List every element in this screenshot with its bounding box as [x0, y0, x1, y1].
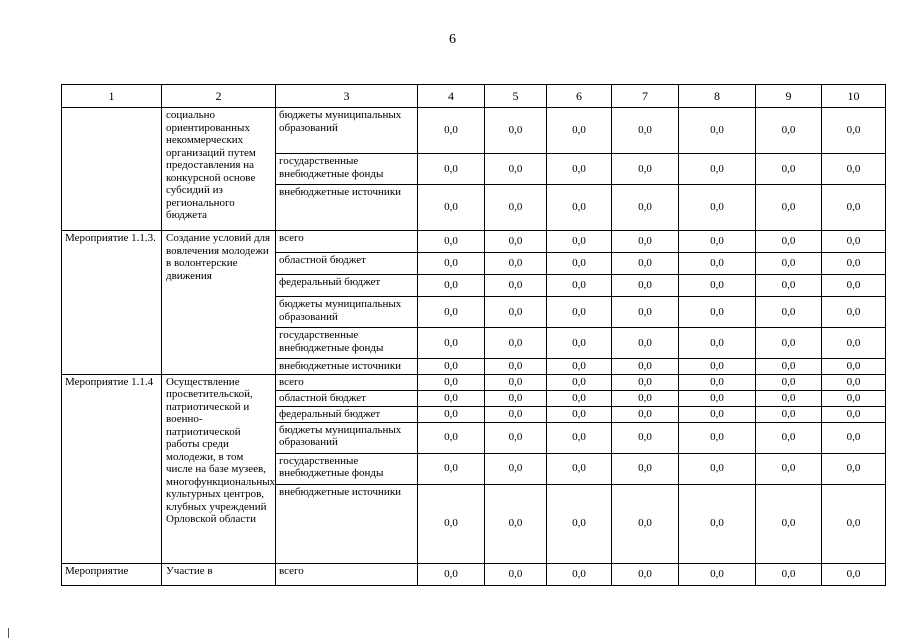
table-row	[62, 108, 886, 154]
value-cell: 0,0	[547, 563, 612, 585]
value-cell: 0,0	[547, 275, 612, 297]
value-cell: 0,0	[756, 453, 822, 484]
event-cell	[62, 108, 162, 231]
value-cell: 0,0	[756, 154, 822, 185]
value-cell: 0,0	[612, 185, 679, 231]
value-cell: 0,0	[547, 253, 612, 275]
value-cell: 0,0	[822, 297, 886, 328]
value-cell: 0,0	[756, 422, 822, 453]
value-cell: 0,0	[418, 297, 485, 328]
value-cell: 0,0	[418, 406, 485, 422]
value-cell: 0,0	[679, 359, 756, 375]
value-cell: 0,0	[418, 453, 485, 484]
value-cell: 0,0	[418, 275, 485, 297]
value-cell: 0,0	[547, 359, 612, 375]
funding-source-cell: бюджеты муниципальных образований	[276, 297, 418, 328]
value-cell: 0,0	[547, 390, 612, 406]
description-cell: Создание условий для вовлечения молодежи в волонтерские движения	[162, 231, 276, 375]
value-cell: 0,0	[547, 231, 612, 253]
value-cell: 0,0	[612, 484, 679, 563]
value-cell: 0,0	[822, 359, 886, 375]
value-cell: 0,0	[756, 328, 822, 359]
value-cell: 0,0	[547, 108, 612, 154]
value-cell: 0,0	[485, 297, 547, 328]
value-cell: 0,0	[756, 563, 822, 585]
event-cell: Мероприятие 1.1.4	[62, 374, 162, 563]
funding-source-cell: федеральный бюджет	[276, 406, 418, 422]
description-cell: Осуществление просветительской, патриотической и военно-патриотической работы среди молодежи, в том числе на базе музеев, многофункциональных культурных центров, клубных учреждений Орловской области	[162, 374, 276, 563]
value-cell: 0,0	[485, 453, 547, 484]
event-cell: Мероприятие	[62, 563, 162, 585]
funding-source-cell: областной бюджет	[276, 390, 418, 406]
value-cell: 0,0	[612, 563, 679, 585]
value-cell: 0,0	[547, 453, 612, 484]
value-cell: 0,0	[418, 231, 485, 253]
header-cell: 10	[822, 85, 886, 108]
header-cell: 3	[276, 85, 418, 108]
funding-source-cell: государственные внебюджетные фонды	[276, 154, 418, 185]
value-cell: 0,0	[485, 328, 547, 359]
value-cell: 0,0	[485, 275, 547, 297]
value-cell: 0,0	[822, 563, 886, 585]
value-cell: 0,0	[822, 453, 886, 484]
value-cell: 0,0	[756, 297, 822, 328]
value-cell: 0,0	[822, 108, 886, 154]
value-cell: 0,0	[679, 154, 756, 185]
description-cell: социально ориентированных некоммерческих организаций путем предоставления на конкурсной основе субсидий из регионального бюджета	[162, 108, 276, 231]
value-cell: 0,0	[612, 297, 679, 328]
value-cell: 0,0	[612, 390, 679, 406]
funding-source-cell: всего	[276, 231, 418, 253]
value-cell: 0,0	[756, 253, 822, 275]
value-cell: 0,0	[485, 185, 547, 231]
value-cell: 0,0	[418, 328, 485, 359]
value-cell: 0,0	[418, 185, 485, 231]
value-cell: 0,0	[485, 231, 547, 253]
value-cell: 0,0	[612, 374, 679, 390]
value-cell: 0,0	[756, 406, 822, 422]
value-cell: 0,0	[679, 406, 756, 422]
value-cell: 0,0	[612, 231, 679, 253]
value-cell: 0,0	[612, 328, 679, 359]
value-cell: 0,0	[756, 108, 822, 154]
value-cell: 0,0	[679, 231, 756, 253]
description-cell: Участие в	[162, 563, 276, 585]
funding-source-cell: внебюджетные источники	[276, 484, 418, 563]
value-cell: 0,0	[756, 374, 822, 390]
value-cell: 0,0	[485, 253, 547, 275]
header-cell: 6	[547, 85, 612, 108]
value-cell: 0,0	[679, 374, 756, 390]
value-cell: 0,0	[418, 484, 485, 563]
value-cell: 0,0	[612, 359, 679, 375]
value-cell: 0,0	[547, 185, 612, 231]
value-cell: 0,0	[612, 453, 679, 484]
value-cell: 0,0	[485, 563, 547, 585]
value-cell: 0,0	[485, 422, 547, 453]
table-row	[62, 374, 886, 390]
value-cell: 0,0	[679, 297, 756, 328]
value-cell: 0,0	[756, 231, 822, 253]
funding-source-cell: областной бюджет	[276, 253, 418, 275]
header-cell: 8	[679, 85, 756, 108]
value-cell: 0,0	[485, 359, 547, 375]
value-cell: 0,0	[418, 563, 485, 585]
value-cell: 0,0	[612, 154, 679, 185]
value-cell: 0,0	[547, 406, 612, 422]
financing-table	[61, 84, 886, 586]
value-cell: 0,0	[822, 253, 886, 275]
value-cell: 0,0	[418, 422, 485, 453]
funding-source-cell: бюджеты муниципальных образований	[276, 422, 418, 453]
header-cell: 5	[485, 85, 547, 108]
funding-source-cell: внебюджетные источники	[276, 359, 418, 375]
value-cell: 0,0	[822, 406, 886, 422]
value-cell: 0,0	[756, 275, 822, 297]
value-cell: 0,0	[822, 185, 886, 231]
value-cell: 0,0	[756, 359, 822, 375]
header-cell: 4	[418, 85, 485, 108]
value-cell: 0,0	[547, 484, 612, 563]
table-row	[62, 563, 886, 585]
value-cell: 0,0	[679, 563, 756, 585]
funding-source-cell: внебюджетные источники	[276, 185, 418, 231]
value-cell: 0,0	[756, 185, 822, 231]
value-cell: 0,0	[756, 390, 822, 406]
value-cell: 0,0	[612, 108, 679, 154]
page-number: 6	[449, 32, 456, 47]
value-cell: 0,0	[679, 453, 756, 484]
header-row	[62, 85, 886, 108]
value-cell: 0,0	[822, 422, 886, 453]
value-cell: 0,0	[822, 390, 886, 406]
value-cell: 0,0	[679, 253, 756, 275]
value-cell: 0,0	[679, 390, 756, 406]
value-cell: 0,0	[418, 108, 485, 154]
funding-source-cell: всего	[276, 563, 418, 585]
value-cell: 0,0	[822, 154, 886, 185]
value-cell: 0,0	[485, 406, 547, 422]
value-cell: 0,0	[547, 154, 612, 185]
header-cell: 2	[162, 85, 276, 108]
value-cell: 0,0	[679, 275, 756, 297]
value-cell: 0,0	[822, 374, 886, 390]
funding-source-cell: федеральный бюджет	[276, 275, 418, 297]
value-cell: 0,0	[612, 253, 679, 275]
value-cell: 0,0	[822, 275, 886, 297]
value-cell: 0,0	[485, 390, 547, 406]
value-cell: 0,0	[547, 374, 612, 390]
value-cell: 0,0	[679, 328, 756, 359]
header-cell: 9	[756, 85, 822, 108]
scan-mark	[8, 628, 9, 638]
value-cell: 0,0	[547, 422, 612, 453]
value-cell: 0,0	[822, 328, 886, 359]
value-cell: 0,0	[679, 108, 756, 154]
value-cell: 0,0	[547, 297, 612, 328]
value-cell: 0,0	[679, 422, 756, 453]
value-cell: 0,0	[485, 108, 547, 154]
header-cell: 7	[612, 85, 679, 108]
value-cell: 0,0	[418, 390, 485, 406]
value-cell: 0,0	[612, 275, 679, 297]
value-cell: 0,0	[418, 253, 485, 275]
value-cell: 0,0	[418, 154, 485, 185]
value-cell: 0,0	[418, 359, 485, 375]
funding-source-cell: всего	[276, 374, 418, 390]
value-cell: 0,0	[485, 374, 547, 390]
value-cell: 0,0	[418, 374, 485, 390]
value-cell: 0,0	[485, 484, 547, 563]
value-cell: 0,0	[679, 484, 756, 563]
value-cell: 0,0	[547, 328, 612, 359]
value-cell: 0,0	[612, 406, 679, 422]
value-cell: 0,0	[485, 154, 547, 185]
value-cell: 0,0	[612, 422, 679, 453]
value-cell: 0,0	[822, 231, 886, 253]
funding-source-cell: государственные внебюджетные фонды	[276, 453, 418, 484]
event-cell: Мероприятие 1.1.3.	[62, 231, 162, 375]
funding-source-cell: бюджеты муниципальных образований	[276, 108, 418, 154]
value-cell: 0,0	[679, 185, 756, 231]
value-cell: 0,0	[822, 484, 886, 563]
funding-source-cell: государственные внебюджетные фонды	[276, 328, 418, 359]
header-cell: 1	[62, 85, 162, 108]
table-row	[62, 231, 886, 253]
value-cell: 0,0	[756, 484, 822, 563]
